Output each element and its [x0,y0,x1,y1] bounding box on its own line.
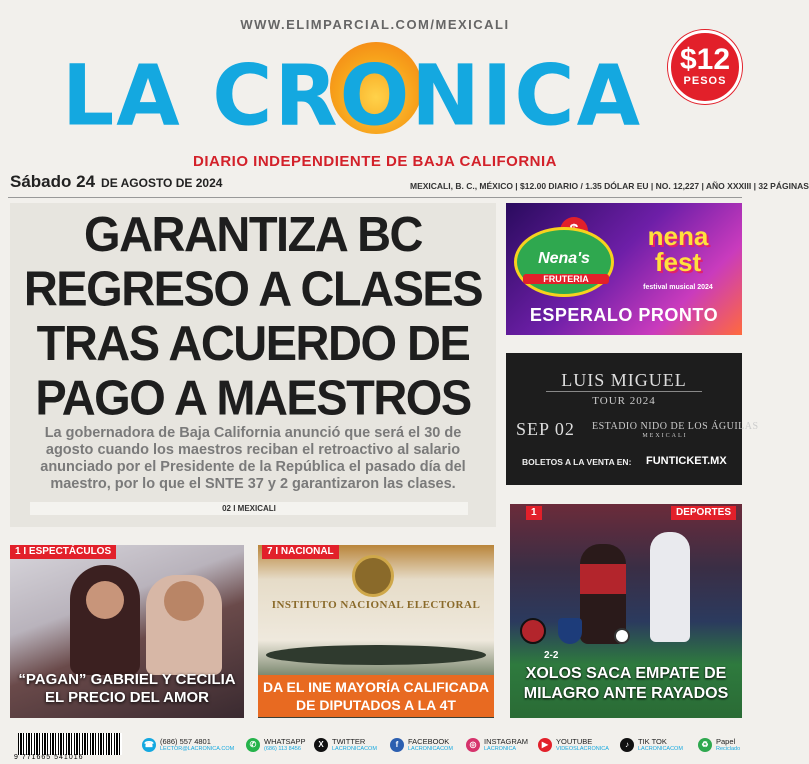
sports-headline[interactable]: XOLOS SACA EMPATE DE MILAGRO ANTE RAYADOS [523,665,729,702]
ad-nena-fest[interactable] [506,203,742,335]
phone-label: (686) 557 4801 [160,737,211,746]
nena-brand: Nena's [538,250,590,267]
sports-story[interactable] [510,504,742,718]
soccer-ball-icon [614,628,630,644]
nena-fest-logo [624,223,732,301]
twitter-handle: LACRONICACOM [332,746,377,752]
tiktok-icon: ♪ [620,738,634,752]
national-story[interactable] [258,545,494,718]
national-headline[interactable]: DA EL INE MAYORÍA CALIFICADA DE DIPUTADOS A LA 4T [258,675,494,717]
whatsapp-label: WHATSAPP [264,737,306,746]
tour-label: TOUR 2024 [592,395,656,407]
national-tag: 7 I NACIONAL [262,545,339,559]
instagram-label: INSTAGRAM [484,737,529,746]
tickets-label: BOLETOS A LA VENTA EN: [522,457,632,467]
barcode-graphic [18,733,122,755]
footer-bar [0,731,750,764]
whatsapp-handle: (686) 113 8456 [264,746,301,752]
twitter-icon: X [314,738,328,752]
artist-name: LUIS MIGUEL [561,370,687,390]
price-value: $12 [679,43,731,76]
ticket-site-link[interactable]: FUNTICKET.MX [646,455,727,467]
date-day: Sábado 24 [10,172,96,191]
facebook-icon: f [390,738,404,752]
concert-date: SEP 02 [516,419,575,439]
lead-deck: La gobernadora de Baja California anunció que será el 30 de agosto cuando los maestros reciban el retroactivo al salario anunciado por el Presidente de la República el pasado día del maestro, por lo que el SNTE 37 y 2 garantizaron las clases. [40,425,466,492]
facebook-handle: LACRONICACOM [408,746,453,752]
entertainment-headline[interactable]: “PAGAN” GABRIEL Y CECILIA EL PRECIO DEL AMOR [18,671,236,706]
nena-brand-sub: FRUTERIA [523,274,609,284]
phone-handle: LECTOR@LACRONICA.COM [160,746,235,752]
concert-city: MEXICALI [642,433,688,439]
national-seal-icon [352,555,394,597]
council-table-photo [266,645,486,665]
youtube-label: YOUTUBE [556,737,593,746]
price-unit: PESOS [683,75,727,87]
lead-page-ref: 02 I MEXICALI [30,502,468,515]
whatsapp-icon: ✆ [246,738,260,752]
tagline: DIARIO INDEPENDIENTE DE BAJA CALIFORNIA [193,153,557,170]
issue-date [10,172,222,192]
lead-headline[interactable]: GARANTIZA BC REGRESO A CLASES TRAS ACUERDO DE PAGO A MAESTROS [23,205,483,426]
entertainment-tag: 1 I ESPECTÁCULOS [10,545,116,559]
ad-luis-miguel[interactable] [506,353,759,485]
institute-name: INSTITUTO NACIONAL ELECTORAL [271,599,481,611]
twitter-label: TWITTER [332,737,366,746]
tiktok-label: TIK TOK [638,737,667,746]
concert-venue: ESTADIO NIDO DE LOS ÁGUILAS [592,421,759,432]
nena-logo [514,227,614,297]
instagram-icon: ◎ [466,738,480,752]
site-url[interactable]: WWW.ELIMPARCIAL.COM/MEXICALI [240,17,510,32]
xolos-crest-icon [520,618,546,644]
woman-photo [70,565,140,675]
match-score: 2-2 [544,650,559,661]
date-month: DE AGOSTO DE 2024 [101,176,223,190]
recycle-handle: Reciclado [716,746,741,752]
sports-section-tag: DEPORTES [671,506,736,520]
phone-icon: ☎ [142,738,156,752]
recycle-icon: ♻ [698,738,712,752]
header-divider [8,197,742,198]
recycle-label: Papel [716,737,736,746]
barcode-number: 9 771665 541016 [14,754,84,761]
edition-info: MEXICALI, B. C., MÉXICO | $12.00 DIARIO / 1.35 DÓLAR EU | NO. 12,227 | AÑO XXXIII | 32 PÁGINAS [410,181,809,191]
ad-cta: ESPERALO PRONTO [529,305,719,325]
man-photo [146,575,222,675]
artist-divider [546,391,702,392]
price-badge [668,30,742,104]
entertainment-story[interactable] [10,545,244,718]
tiktok-handle: LACRONICACOM [638,746,683,752]
youtube-handle: VIDEOSLACRONICA [556,746,609,752]
fest-title: nena fest [647,221,709,277]
rayados-crest-icon [558,618,582,644]
facebook-label: FACEBOOK [408,737,450,746]
sports-page-tag: 1 [526,506,542,520]
masthead-logo: LA CRONICA [62,48,643,145]
player-rayados-photo [650,532,690,642]
youtube-icon: ▶ [538,738,552,752]
instagram-handle: LACRONICA [484,746,517,752]
fest-subtitle: festival musical 2024 [643,284,713,291]
